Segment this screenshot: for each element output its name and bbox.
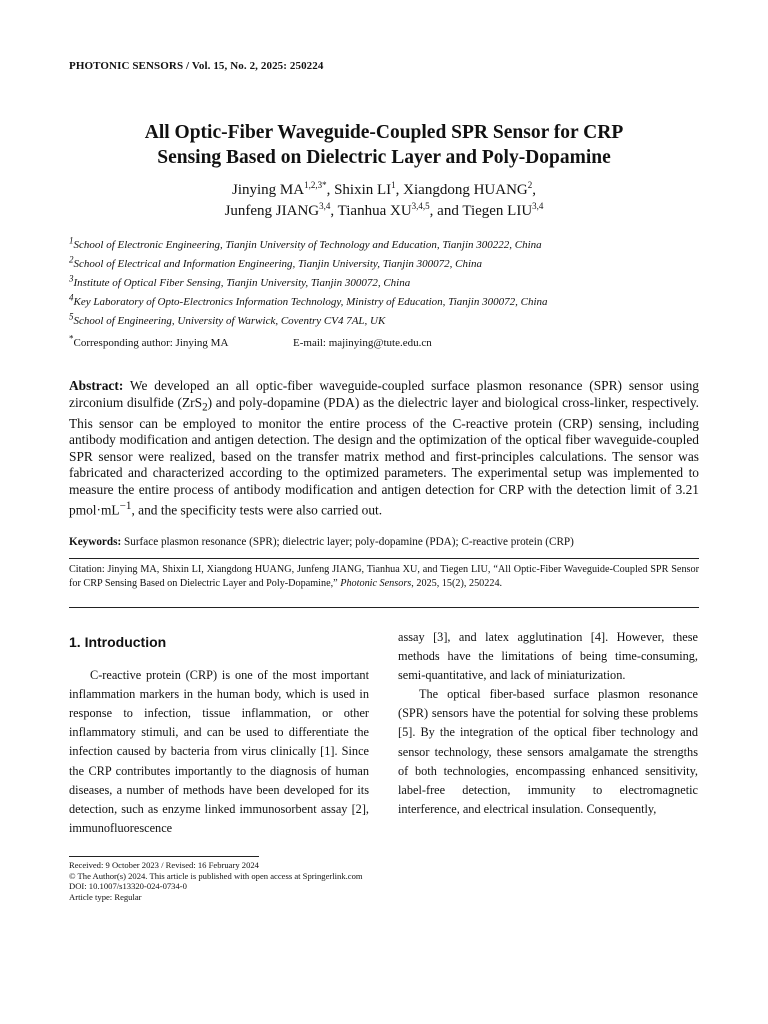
author-separator: , — [532, 182, 536, 198]
left-column — [69, 628, 369, 838]
footnote-doi: DOI: 10.1007/s13320-024-0734-0 — [69, 881, 187, 892]
affiliation-mark: 3 — [69, 273, 74, 284]
author-name: Junfeng JIANG — [224, 203, 320, 219]
corresponding-email: E-mail: majinying@tute.edu.cn — [293, 337, 432, 349]
author-separator: , — [395, 182, 404, 198]
affiliation-mark: 4 — [69, 292, 74, 303]
author-affil-mark: 3,4 — [532, 201, 544, 211]
citation-block — [69, 563, 699, 590]
author-list — [69, 180, 699, 222]
author-name: Shixin LI — [334, 182, 392, 198]
author-affil-mark: 2 — [527, 180, 533, 190]
abstract — [69, 378, 699, 519]
corresponding-label: Corresponding author: Jinying MA — [73, 337, 229, 349]
abstract-text-2: ) and poly-dopamine (PDA) as the dielectric layer and biological cross-linker, respectively. This sensor can be employed to monitor the entire process of the C-reactive protein (CRP) sensing, including antibody modification and antigen detection. The design and the optimization of the optical fiber waveguide-coupled SPR sensor were realized, based on the transfer matrix method and first-principles calculations. The sensor was fabricated and characterized according to the optimized parameters. The experimental setup was implemented to measure the entire process of antibody modification and antigen detection for CRP with the detection limit of 3.21 pmol·mL — [69, 394, 699, 518]
author-separator: , — [326, 182, 335, 198]
section-heading: 1. Introduction — [69, 634, 167, 650]
author-separator: , — [330, 203, 338, 219]
author-affil-mark: 3,4,5 — [411, 201, 430, 211]
author-affil-mark: 1,2,3* — [304, 180, 327, 190]
affiliation-5 — [69, 311, 386, 327]
body-paragraph: C-reactive protein (CRP) is one of the most important inflammation markers in the human body, which is used in response to infection, tissue inflammation, or other inflammatory stimuli, and can be used to differentiate the infection caused by bacteria from virus clinically [1]. Since the CRP contributes importantly to the diagnosis of human diseases, a number of methods have been developed for its detection, such as enzyme linked immunosorbent assay [2], immunofluorescence — [69, 668, 369, 835]
citation-journal: Photonic Sensors — [340, 577, 412, 589]
affiliation-text: Key Laboratory of Opto-Electronics Information Technology, Ministry of Education, Tianjin 300072, China — [73, 296, 548, 308]
corresponding-author — [69, 333, 432, 349]
abstract-superscript: −1 — [119, 500, 132, 513]
abstract-subscript: 2 — [202, 401, 208, 414]
author-affil-mark: 3,4 — [319, 201, 331, 211]
affiliation-text: School of Engineering, University of Warwick, Coventry CV4 7AL, UK — [73, 315, 386, 327]
author-line-2 — [69, 201, 699, 222]
keywords-text: Surface plasmon resonance (SPR); dielectric layer; poly-dopamine (PDA); C-reactive protein (CRP) — [121, 536, 574, 548]
author-name: Tiegen LIU — [462, 203, 533, 219]
affiliation-3 — [69, 273, 411, 289]
citation-top-rule — [69, 558, 699, 559]
abstract-text-3: , and the specificity tests were also carried out. — [131, 502, 383, 518]
footnote-article-type: Article type: Regular — [69, 891, 142, 902]
affiliation-mark: 1 — [69, 235, 74, 246]
abstract-label: Abstract: — [69, 378, 124, 393]
paper-page — [69, 0, 699, 1024]
affiliation-4 — [69, 292, 548, 308]
author-separator: , and — [429, 203, 463, 219]
citation-bottom-rule — [69, 607, 699, 608]
footnote-rule — [69, 856, 259, 857]
author-name: Tianhua XU — [337, 203, 412, 219]
citation-text-1: Citation: Jinying MA, Shixin LI, Xiangdong HUANG, Junfeng JIANG, Tianhua XU, and Tiegen LIU, “All Optic-Fiber Waveguide-Coupled SPR Sensor for CRP Sensing Based on Dielectric Layer and Poly-Dopamine,” — [69, 564, 699, 589]
footnotes — [69, 860, 363, 902]
affiliation-text: School of Electrical and Information Engineering, Tianjin University, Tianjin 300072, China — [73, 258, 483, 270]
author-affil-mark: 1 — [391, 180, 396, 190]
keywords — [69, 536, 699, 548]
title-line-2: Sensing Based on Dielectric Layer and Poly-Dopamine — [157, 147, 611, 168]
right-column — [398, 628, 698, 819]
author-line-1 — [69, 180, 699, 201]
affiliation-text: School of Electronic Engineering, Tianjin University of Technology and Education, Tianjin 300222, China — [73, 239, 542, 251]
affiliation-1 — [69, 235, 542, 251]
abstract-text-1: We developed an all optic-fiber waveguide-coupled surface plasmon resonance (SPR) sensor using zirconium disulfide (ZrS — [69, 378, 699, 410]
title-line-1: All Optic-Fiber Waveguide-Coupled SPR Sensor for CRP — [144, 122, 624, 143]
paper-title — [69, 120, 699, 170]
footnote-license: © The Author(s) 2024. This article is published with open access at Springerlink.com — [69, 870, 363, 881]
corresponding-mark: * — [69, 333, 74, 344]
author-name: Jinying MA — [231, 182, 305, 198]
affiliation-mark: 5 — [69, 311, 74, 322]
author-name: Xiangdong HUANG — [403, 182, 528, 198]
affiliation-2 — [69, 254, 483, 270]
journal-header: PHOTONIC SENSORS / Vol. 15, No. 2, 2025: 250224 — [69, 60, 324, 72]
footnote-received: Received: 9 October 2023 / Revised: 16 February 2024 — [69, 860, 259, 870]
body-paragraph: assay [3], and latex agglutination [4]. However, these methods have the limitations of being time-consuming, semi-quantitative, and lack of miniaturization. — [398, 630, 698, 683]
affiliation-mark: 2 — [69, 254, 74, 265]
affiliation-text: Institute of Optical Fiber Sensing, Tianjin University, Tianjin 300072, China — [73, 277, 411, 289]
keywords-label: Keywords: — [69, 536, 122, 548]
body-paragraph: The optical fiber-based surface plasmon resonance (SPR) sensors have the potential for solving these problems [5]. By the integration of the optical fiber technology and sensor technology, these sensors amalgamate the strengths of both technologies, encompassing enhanced sensitivity, label-free detection, immunity to electromagnetic interference, and electrical insulation. Consequently, — [398, 687, 698, 816]
citation-text-2: , 2025, 15(2), 250224. — [411, 577, 503, 589]
